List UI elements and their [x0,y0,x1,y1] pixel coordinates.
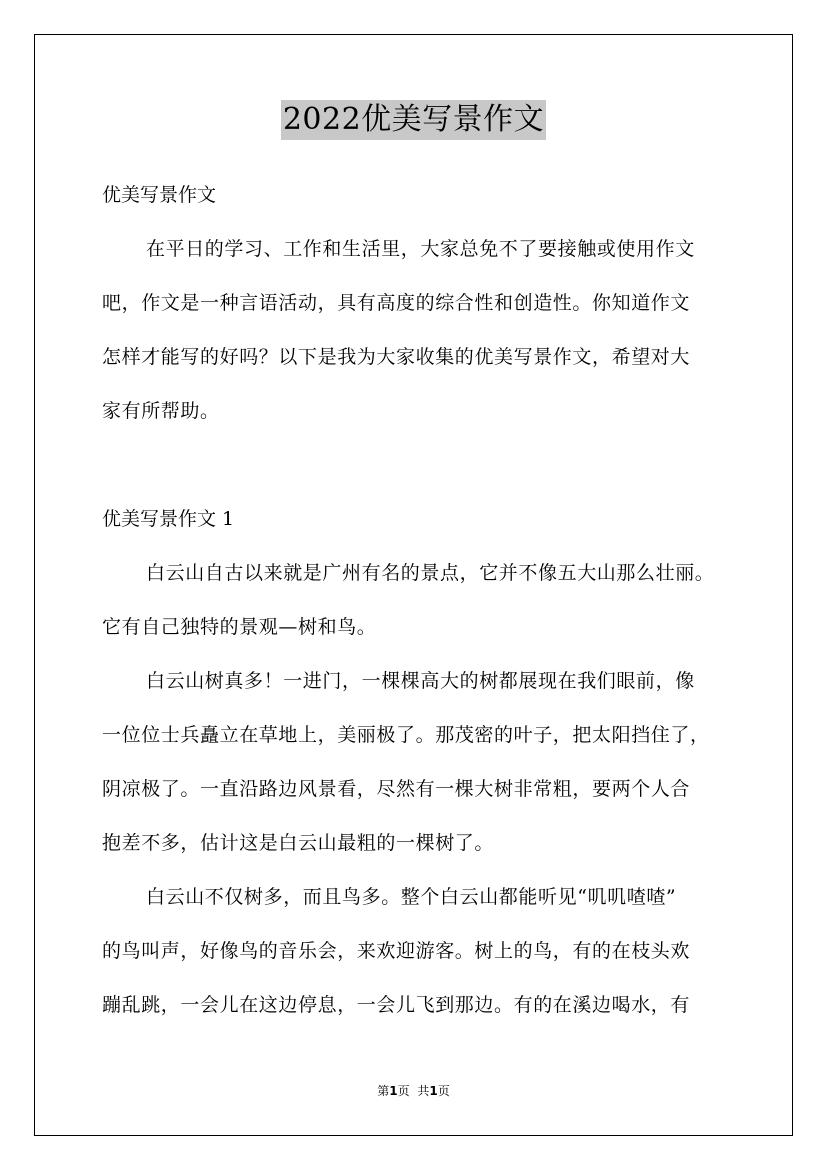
intro-line-3: 怎样才能写的好吗？以下是我为大家收集的优美写景作文，希望对大 [102,346,691,368]
title-container [0,100,827,140]
document-heading: 优美写景作文 [102,184,217,206]
document-title: 2022优美写景作文 [281,100,546,140]
intro-line-2: 吧，作文是一种言语活动，具有高度的综合性和创造性。你知道作文 [102,292,691,314]
para1-line-2: 它有自己独特的景观—树和鸟。 [102,616,377,638]
footer-total-prefix: 共 [417,1084,430,1098]
page-footer [0,1083,827,1099]
para2-line-4: 抱差不多，估计这是白云山最粗的一棵树了。 [102,832,495,854]
footer-total-suffix: 页 [437,1084,450,1098]
intro-line-1: 在平日的学习、工作和生活里，大家总免不了要接触或使用作文 [146,238,695,260]
para3-line-1: 白云山不仅树多，而且鸟多。整个白云山都能听见“叽叽喳喳” [146,886,677,908]
para2-line-3: 阴凉极了。一直沿路边风景看，尽然有一棵大树非常粗，要两个人合 [102,778,691,800]
footer-page-prefix: 第 [377,1084,390,1098]
footer-page-suffix: 页 [397,1084,410,1098]
para3-line-2: 的鸟叫声，好像鸟的音乐会，来欢迎游客。树上的鸟，有的在枝头欢 [102,940,691,962]
section1-heading: 优美写景作文 1 [102,508,235,530]
footer-page-number: 1 [389,1084,398,1098]
para2-line-2: 一位位士兵矗立在草地上，美丽极了。那茂密的叶子，把太阳挡住了， [102,724,710,746]
intro-line-4: 家有所帮助。 [102,400,220,422]
para3-line-3: 蹦乱跳，一会儿在这边停息，一会儿飞到那边。有的在溪边喝水，有 [102,994,691,1016]
para1-line-1: 白云山自古以来就是广州有名的景点，它并不像五大山那么壮丽。 [146,562,715,584]
footer-total-number: 1 [429,1084,438,1098]
para2-line-1: 白云山树真多！一进门，一棵棵高大的树都展现在我们眼前，像 [146,670,695,692]
